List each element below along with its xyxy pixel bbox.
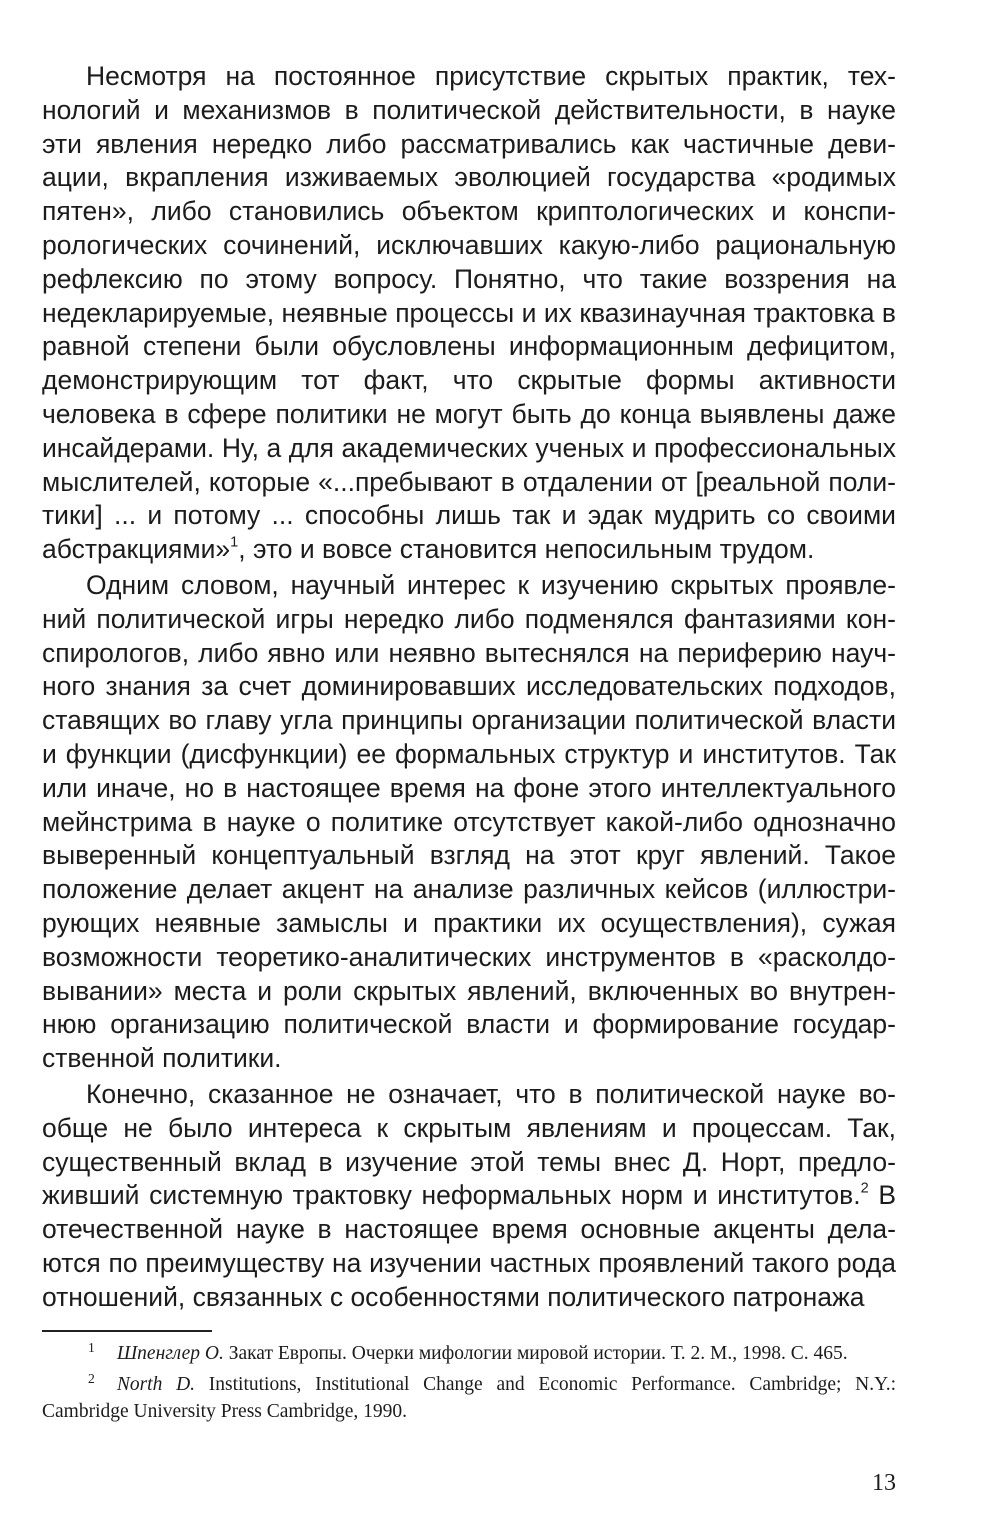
footnote-1-text: Закат Европы. Очерки мифологии мировой истории. Т. 2. М., 1998. С. 465. [223, 1343, 848, 1364]
paragraph-2 [42, 569, 896, 1076]
paragraph-3 [42, 1078, 896, 1315]
page-body [42, 60, 896, 1314]
paragraph-3-tail: В отечественной науке в настоящее время основные акценты делаются по преимуществу на изучении частных проявлений такого рода отношений, связанных с особенностями политического патронажа [42, 1180, 896, 1312]
footnote-2 [42, 1371, 896, 1425]
paragraph-1 [42, 60, 896, 567]
footnote-2-mark: 2 [88, 1371, 95, 1387]
footnote-2-text: Institutions, Institutional Change and Economic Performance. Cambridge; N.Y.: Cambridge University Press Cambridge, 1990. [42, 1374, 896, 1422]
footnote-1 [42, 1340, 896, 1367]
footnote-ref-1: 1 [230, 534, 239, 551]
footnote-divider [42, 1330, 212, 1332]
footnote-ref-2: 2 [860, 1180, 869, 1197]
main-text [42, 60, 896, 1314]
paragraph-1-text: Несмотря на постоянное присутствие скрытых практик, технологий и механизмов в политической действительности, в науке эти явления нередко либо рассматривались как частичные девиации, вкрапления изживаемых эволюцией государства «родимых пятен», либо становились объектом криптологических и конспирологических сочинений, исключавших какую-либо рациональную рефлексию по этому вопросу. Понятно, что такие воззрения на недекларируемые, неявные процессы и их квазинаучная трактовка в равной степени были обусловлены информационным дефицитом, демонстрирующим тот факт, что скрытые формы активности человека в сфере политики не могут быть до конца выявлены даже инсайдерами. Ну, а для академических ученых и профессиональных мыслителей, которые «...пребывают в отдалении от [реальной политики] ... и потому ... способны лишь так и эдак мудрить со своими абстракциями» [42, 61, 896, 565]
footnote-1-mark: 1 [88, 1340, 95, 1356]
footnote-2-author: North D. [116, 1374, 196, 1395]
footnotes [42, 1340, 896, 1429]
paragraph-1-tail: , это и вовсе становится непосильным трудом. [238, 534, 815, 565]
footnote-1-author: Шпенглер О. [116, 1343, 224, 1364]
paragraph-2-text: Одним словом, научный интерес к изучению скрытых проявлений политической игры нередко либо подменялся фантазиями конспирологов, либо явно или неявно вытеснялся на периферию научного знания за счет доминировавших исследовательских подходов, ставящих во главу угла принципы организации политической власти и функции (дисфункции) ее формальных структур и институтов. Так или иначе, но в настоящее время на фоне этого интеллектуального мейнстрима в науке о политике отсутствует какой-либо однозначно выверенный концептуальный взгляд на этот круг явлений. Такое положение делает акцент на анализе различных кейсов (иллюстрирующих неявные замыслы и практики их осуществления), сужая возможности теоретико-аналитических инструментов в «расколдовывании» места и роли скрытых явлений, включенных во внутреннюю организацию политической власти и формирование государственной политики. [42, 569, 896, 1074]
paragraph-3-text: Конечно, сказанное не означает, что в политической науке вообще не было интереса к скрытым явлениям и процессам. Так, существенный вклад в изучение этой темы внес Д. Норт, предложивший системную трактовку неформальных норм и институтов. [42, 1078, 896, 1211]
page-number: 13 [872, 1470, 896, 1496]
